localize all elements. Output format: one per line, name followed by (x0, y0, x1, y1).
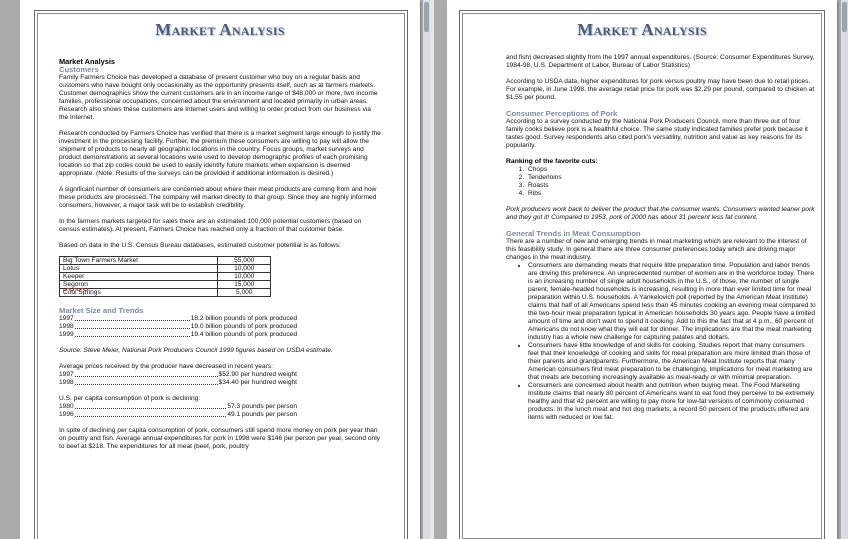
page-title: Market Analysis (155, 20, 285, 39)
document-page-right (447, 0, 837, 539)
ranking-list (506, 166, 816, 198)
table-cell: Lotus (60, 265, 218, 273)
list-item: • Consumers are concerned about health and nutrition when buying meat. The Food Marketing Institute claims that nearly 80 percent of Americans want to eat food they perceive to be extremely healthy and that 42 percent are willing to pay more for low-fat versions of commonly consumed products. In the lunch meat and hot dog markets, a record 50 percent of the products offered are items with reduced or low fat. (528, 382, 816, 422)
list-item: 2. Tenderloins (526, 174, 816, 182)
list-item: • Consumers are demanding meats that require little preparation time. Population and labor trends are driving this preference. An unprecedented number of women are in the workforce today. There is an increasing number of single adult households in the U.S., of those, the number of single parent, female-headed households is increasing, resulting in more than ever limited time for meal preparation within U.S. households. A Yankelovich poll (reported by the American Meat Institute) claims that half of all Americans spend less than 45 minutes cooking an evening meal compared to the two-hour meal preparation typical in American households 30 years ago. People have a limited amount of time and don't want to spend it cooking. Add to this the fact that at 4 p.m., 60 percent of Americans do not know what they will eat for dinner. The implications are that the meat marketing industry has a whole new challenge for capturing palates and dollars. (528, 262, 816, 342)
paragraph: There are a number of new and emerging trends in meat marketing which are relevant to the interest of this feasibility study. In general there are three consumer preferences today which are driving major changes in the meat industry. (506, 238, 807, 261)
page-content (59, 58, 381, 459)
table-cell: 15,000 (218, 281, 271, 289)
table-row (60, 281, 271, 289)
capita-intro: U.S. per capita consumption of pork is declining: (59, 395, 201, 402)
table-row (60, 273, 271, 281)
italic-paragraph: Pork producers work back to deliver the product that the consumer wants. Consumers wanted leaner pork and they got it! Compared to 1953, pork of 2000 has about 31 percent less fat content. (506, 206, 815, 221)
list-item: 1. Chops (526, 166, 816, 174)
customer-potential-table (59, 256, 271, 297)
production-list (59, 315, 297, 339)
scrollbar-thumb[interactable] (424, 2, 429, 32)
paragraph: A significant number of consumers are concerned about where their meat products are coming from and how these products are processed. The company will market directly to that group. Since they are highly informed consumers, however, a major task will be to establish credibility. (59, 186, 377, 209)
subheading-trends: General Trends in Meat Consumption (506, 229, 641, 238)
subheading-customers: Customers (59, 65, 99, 74)
right-document-pane[interactable] (434, 0, 848, 539)
table-cell: Segoron (60, 281, 218, 289)
table-cell: Cool Springs (60, 289, 218, 297)
paragraph: Based on data in the U.S. Census Bureau databases, estimated customer potential is as follows: (59, 242, 341, 249)
table-cell: 55,000 (218, 257, 271, 265)
prices-intro: Average prices received by the producer have decreased in recent years: (59, 363, 273, 370)
trends-list (506, 262, 816, 422)
table-row (60, 289, 271, 297)
table-row (60, 257, 271, 265)
list-item: 4. Ribs (526, 190, 816, 198)
list-item: 1998 19.0 billion pounds of pork produced (59, 323, 297, 330)
list-item: 1980 57.3 pounds per person (59, 403, 297, 410)
source-note: Source: Steve Meier, National Pork Producers Council 1999 figures based on USDA estimate. (59, 347, 333, 354)
paragraph: and fish) decreased slightly from the 1997 annual expenditures. (Source: Consumer Expenditures Survey, 1984-98, U.S. Department of Labor, Bureau of Labor Statistics) (506, 54, 815, 69)
list-item: 3. Roasts (526, 182, 816, 190)
list-item: 1997 $52.90 per hundred weight (59, 371, 297, 378)
paragraph: According to a survey conducted by the National Pork Producers Council, more than three out of four family cooks believe pork is a healthful choice. The same study indicated families prefer pork because it tastes good. Survey respondents also cited pork's versatility, nutrition and value as key reasons for its popularity. (506, 118, 808, 149)
scrollbar-thumb[interactable] (842, 2, 847, 32)
paragraph: In spite of declining per capita consumption of pork, consumers still spend more money on pork per year than on poultry and fish. Average annual expenditures for pork in 1998 were $146 per person per year, second only to beef at $218. The expenditures for all meat (beef, pork, poultry (59, 427, 380, 450)
table-cell: Big Town Farmers Market (60, 257, 218, 265)
subheading-perceptions: Consumer Perceptions of Pork (506, 109, 618, 118)
paragraph: According to USDA data, higher expenditures for pork versus poultry may have been due to retail prices. For example, in June 1998, the average retail price for pork was $2.29 per pound, compared to chicken at $1.55 per pound. (506, 78, 815, 101)
page-title: Market Analysis (577, 20, 707, 39)
table-cell: 10,000 (218, 273, 271, 281)
document-page-left (20, 0, 420, 539)
list-item: 1997 18.2 billion pounds of pork produced (59, 315, 297, 322)
list-item: 1998 $34.40 per hundred weight (59, 379, 297, 386)
section-heading: Market Analysis (59, 57, 116, 66)
table-cell: Keeper (60, 273, 218, 281)
vertical-scrollbar[interactable] (841, 0, 848, 539)
capita-list (59, 403, 297, 419)
prices-list (59, 371, 297, 387)
list-item: 1999 19.4 billion pounds of pork produced (59, 331, 297, 338)
table-row (60, 265, 271, 273)
subheading-market-size: Market Size and Trends (59, 306, 144, 315)
list-item: • Consumers have little knowledge of and skills for cooking. Studies report that many consumers feel that their knowledge of cooking and skills for meal preparation are more limited than those of their parents and grandparents. Furthermore, the American Meat Institute reports that many American consumers find meat preparation to be challenging. Implications for meat marketing are that meats are becoming increasingly available as meal-ready or with minimal preparation. (528, 342, 816, 382)
table-cell: 10,000 (218, 265, 271, 273)
paragraph: In the farmers markets targeted for sales there are an estimated 100,000 potential customers (based on census estimates). At present, Farmers Choice has reached only a fraction of that customer base. (59, 218, 362, 233)
table-cell: 5,000 (218, 289, 271, 297)
paragraph: Research conducted by Farmers Choice has verified that there is a market segment large enough to justify the investment in the processing facility. Further, the premium these consumers are willing to pay will allow the shipment of products to nearly all geographic locations in the country. Focus groups, market surveys and product demonstrations at several locations were used to develop demographic profiles of each promising location so that zip codes could be used to easily identify future markets when expansion is deemed appropriate. (Note: Results of the surveys can be provided if additional information is desired.) (59, 130, 381, 177)
vertical-scrollbar[interactable] (423, 0, 430, 539)
list-item: 1996 49.1 pounds per person (59, 411, 297, 418)
page-content (506, 54, 816, 422)
ranking-heading: Ranking of the favorite cuts: (506, 158, 598, 165)
paragraph: Family Farmers Choice has developed a database of present customer who buy on a regular basis and customers who have bought only occasionally as the opportunity presents itself, such as at farmers markets. Customer demographics show the current customers are in an income range of $48,000 or more, two income families, professional occupations, concerned about the environment and located primarily in urban areas. Research also shows these customers are Internet users and willing to order product from our business via the Internet. (59, 74, 378, 121)
